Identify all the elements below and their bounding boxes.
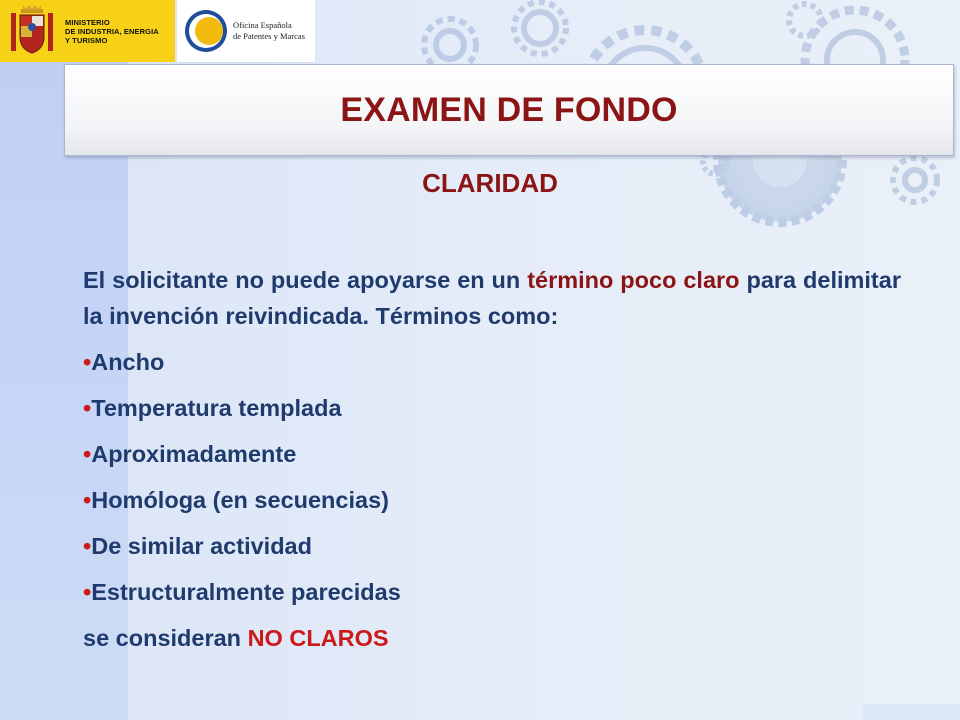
list-item-text: Temperatura templada — [91, 395, 342, 421]
closing-line — [83, 620, 901, 656]
list-item-text: Aproximadamente — [91, 441, 297, 467]
bullet-icon: • — [83, 395, 92, 421]
oepm-line-2: de Patentes y Marcas — [233, 31, 305, 41]
slide-subtitle: CLARIDAD — [422, 168, 558, 198]
intro-text-before: El solicitante no puede apoyarse en un — [83, 267, 528, 293]
list-item-text: Homóloga (en secuencias) — [91, 487, 389, 513]
intro-highlight: término poco claro — [527, 267, 740, 293]
bullet-icon: • — [83, 349, 92, 375]
ministry-line-3: Y TURISMO — [65, 35, 108, 45]
title-box — [64, 64, 954, 156]
oepm-logo — [177, 0, 315, 63]
corner-decoration — [862, 704, 960, 720]
closing-text: se consideran — [83, 625, 248, 651]
oepm-emblem-icon — [183, 8, 229, 54]
terms-list — [83, 344, 901, 610]
ministry-name — [65, 18, 159, 45]
list-item-text: Estructuralmente parecidas — [91, 579, 401, 605]
list-item — [83, 528, 901, 564]
header-logos — [0, 0, 315, 62]
oepm-line-1: Oficina Española — [233, 20, 292, 30]
ministry-logo — [0, 0, 175, 62]
list-item — [83, 390, 901, 426]
oepm-name — [233, 20, 305, 42]
bullet-icon: • — [83, 579, 92, 605]
list-item-text: De similar actividad — [91, 533, 312, 559]
list-item — [83, 482, 901, 518]
coat-of-arms-icon — [7, 3, 57, 59]
intro-text-after: para delimitar la invención reivindicada. Términos como: — [83, 267, 901, 329]
slide-title: EXAMEN DE FONDO — [340, 90, 678, 129]
ministry-line-1: MINISTERIO — [65, 17, 110, 27]
bullet-icon: • — [83, 533, 92, 559]
slide-content — [83, 262, 901, 656]
list-item — [83, 436, 901, 472]
bullet-icon: • — [83, 441, 92, 467]
list-item-text: Ancho — [91, 349, 165, 375]
list-item — [83, 574, 901, 610]
intro-paragraph — [83, 262, 901, 334]
ministry-line-2: DE INDUSTRIA, ENERGIA — [65, 26, 159, 36]
closing-highlight: NO CLAROS — [247, 625, 389, 651]
list-item — [83, 344, 901, 380]
bullet-icon: • — [83, 487, 92, 513]
